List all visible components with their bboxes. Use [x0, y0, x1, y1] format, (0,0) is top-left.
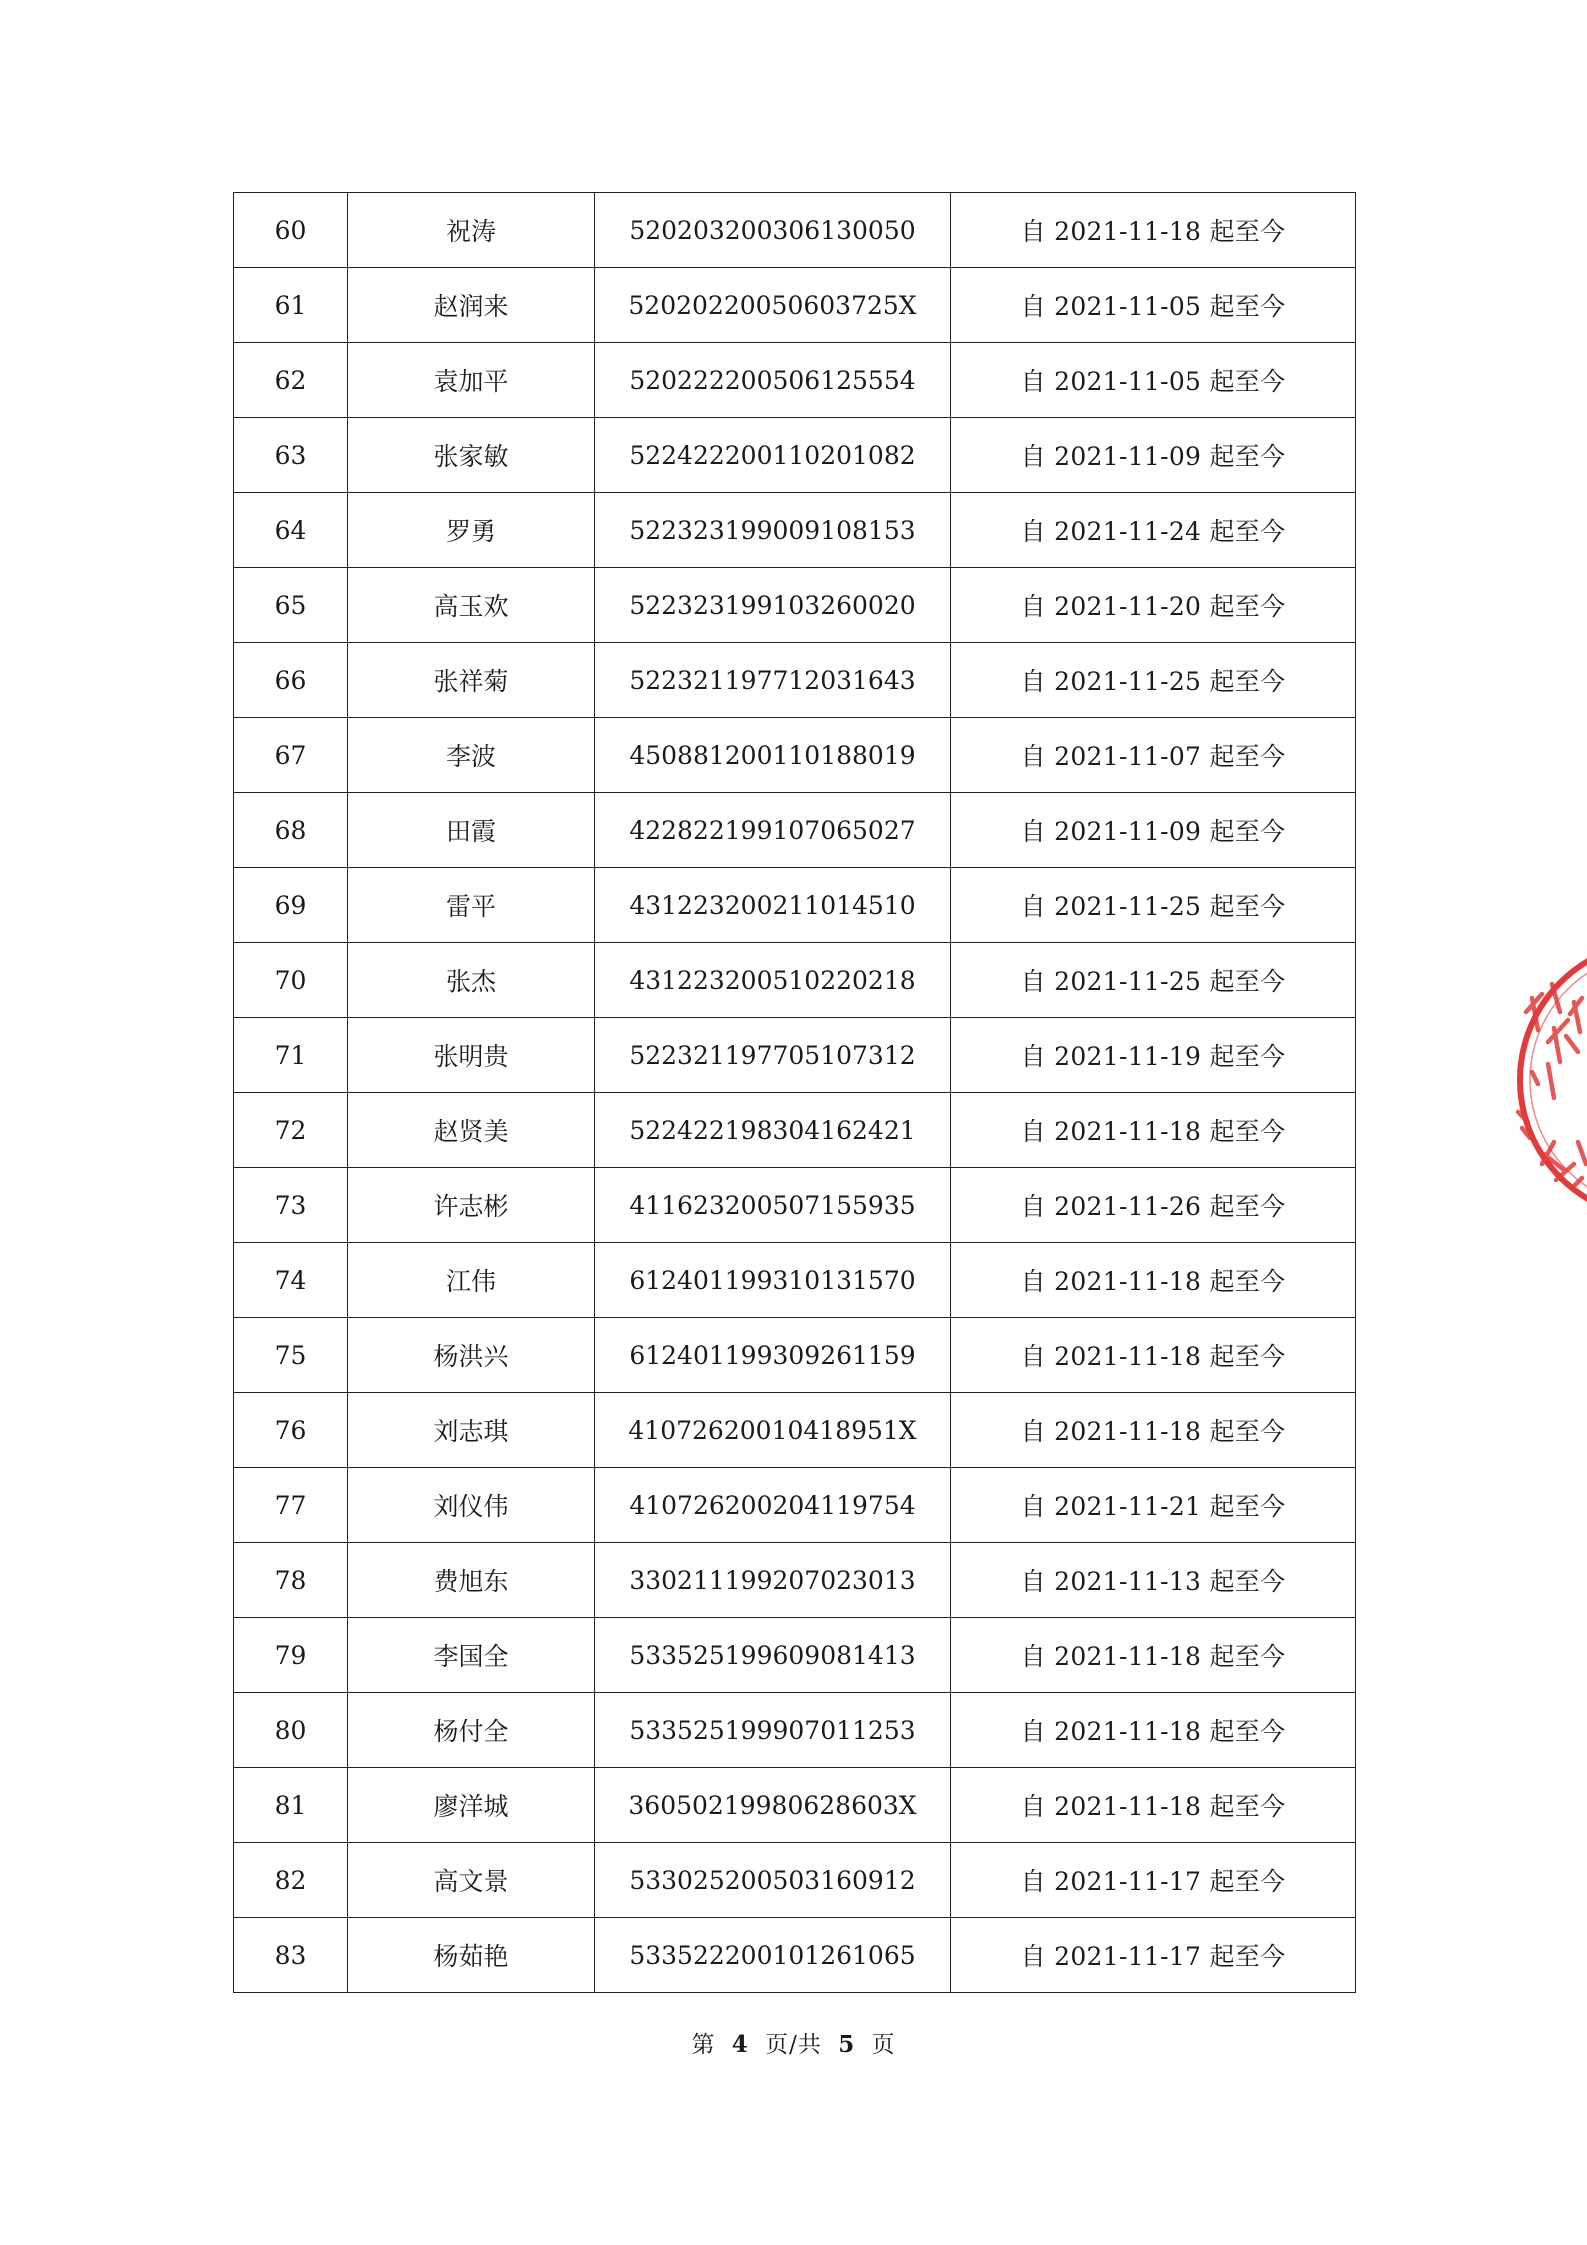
id-number-cell: 533025200503160912 [595, 1843, 951, 1918]
employment-period-cell: 自 2021-11-18 起至今 [951, 1243, 1356, 1318]
employment-period-cell: 自 2021-11-18 起至今 [951, 1093, 1356, 1168]
table-row [234, 1393, 1356, 1468]
employment-period-cell: 自 2021-11-18 起至今 [951, 1693, 1356, 1768]
footer-suffix: 页 [871, 2032, 896, 2058]
row-number-cell: 68 [234, 793, 348, 868]
id-number-cell: 522422198304162421 [595, 1093, 951, 1168]
employee-name-cell: 刘仪伟 [348, 1468, 595, 1543]
employment-period-cell: 自 2021-11-25 起至今 [951, 643, 1356, 718]
table-row [234, 1543, 1356, 1618]
table-row [234, 343, 1356, 418]
row-number-cell: 66 [234, 643, 348, 718]
table-row [234, 793, 1356, 868]
table-row [234, 1318, 1356, 1393]
employee-name-cell: 高文景 [348, 1843, 595, 1918]
row-number-cell: 80 [234, 1693, 348, 1768]
table-row [234, 1768, 1356, 1843]
employment-period-cell: 自 2021-11-25 起至今 [951, 943, 1356, 1018]
row-number-cell: 82 [234, 1843, 348, 1918]
id-number-cell: 522321197705107312 [595, 1018, 951, 1093]
id-number-cell: 41072620010418951X [595, 1393, 951, 1468]
id-number-cell: 52020220050603725X [595, 268, 951, 343]
id-number-cell: 522321197712031643 [595, 643, 951, 718]
employment-period-cell: 自 2021-11-21 起至今 [951, 1468, 1356, 1543]
employee-name-cell: 高玉欢 [348, 568, 595, 643]
table-row [234, 1618, 1356, 1693]
id-number-cell: 431223200510220218 [595, 943, 951, 1018]
table-row [234, 1243, 1356, 1318]
id-number-cell: 410726200204119754 [595, 1468, 951, 1543]
employee-name-cell: 费旭东 [348, 1543, 595, 1618]
row-number-cell: 75 [234, 1318, 348, 1393]
employee-name-cell: 赵贤美 [348, 1093, 595, 1168]
employee-name-cell: 赵润来 [348, 268, 595, 343]
employment-period-cell: 自 2021-11-05 起至今 [951, 343, 1356, 418]
row-number-cell: 81 [234, 1768, 348, 1843]
employment-period-cell: 自 2021-11-18 起至今 [951, 1318, 1356, 1393]
employment-period-cell: 自 2021-11-18 起至今 [951, 193, 1356, 268]
employee-name-cell: 李国全 [348, 1618, 595, 1693]
id-number-cell: 522323199103260020 [595, 568, 951, 643]
table-row [234, 1693, 1356, 1768]
employee-name-cell: 张祥菊 [348, 643, 595, 718]
table-row [234, 1918, 1356, 1993]
employment-period-cell: 自 2021-11-18 起至今 [951, 1618, 1356, 1693]
table-row [234, 718, 1356, 793]
employee-name-cell: 罗勇 [348, 493, 595, 568]
row-number-cell: 79 [234, 1618, 348, 1693]
footer-total-pages: 5 [838, 2031, 856, 2058]
table-row [234, 493, 1356, 568]
row-number-cell: 83 [234, 1918, 348, 1993]
employee-table-body [234, 193, 1356, 1993]
id-number-cell: 431223200211014510 [595, 868, 951, 943]
row-number-cell: 61 [234, 268, 348, 343]
row-number-cell: 69 [234, 868, 348, 943]
employment-period-cell: 自 2021-11-05 起至今 [951, 268, 1356, 343]
footer-current-page: 4 [731, 2031, 749, 2058]
row-number-cell: 77 [234, 1468, 348, 1543]
employee-name-cell: 李波 [348, 718, 595, 793]
table-row [234, 943, 1356, 1018]
table-row [234, 1168, 1356, 1243]
table-row [234, 418, 1356, 493]
id-number-cell: 612401199309261159 [595, 1318, 951, 1393]
employment-period-cell: 自 2021-11-07 起至今 [951, 718, 1356, 793]
footer-middle: 页/共 [765, 2032, 822, 2058]
id-number-cell: 522422200110201082 [595, 418, 951, 493]
employment-period-cell: 自 2021-11-25 起至今 [951, 868, 1356, 943]
employment-period-cell: 自 2021-11-17 起至今 [951, 1843, 1356, 1918]
row-number-cell: 70 [234, 943, 348, 1018]
employee-name-cell: 张杰 [348, 943, 595, 1018]
row-number-cell: 72 [234, 1093, 348, 1168]
table-row [234, 268, 1356, 343]
footer-prefix: 第 [691, 2032, 716, 2058]
employee-name-cell: 祝涛 [348, 193, 595, 268]
table-row [234, 193, 1356, 268]
id-number-cell: 533522200101261065 [595, 1918, 951, 1993]
id-number-cell: 522323199009108153 [595, 493, 951, 568]
row-number-cell: 67 [234, 718, 348, 793]
employment-period-cell: 自 2021-11-26 起至今 [951, 1168, 1356, 1243]
employee-name-cell: 田霞 [348, 793, 595, 868]
employment-period-cell: 自 2021-11-24 起至今 [951, 493, 1356, 568]
row-number-cell: 63 [234, 418, 348, 493]
row-number-cell: 71 [234, 1018, 348, 1093]
employment-period-cell: 自 2021-11-17 起至今 [951, 1918, 1356, 1993]
seal-graphic [1508, 902, 1587, 1262]
employment-period-cell: 自 2021-11-18 起至今 [951, 1393, 1356, 1468]
id-number-cell: 411623200507155935 [595, 1168, 951, 1243]
employee-name-cell: 袁加平 [348, 343, 595, 418]
employment-period-cell: 自 2021-11-20 起至今 [951, 568, 1356, 643]
id-number-cell: 330211199207023013 [595, 1543, 951, 1618]
employment-period-cell: 自 2021-11-19 起至今 [951, 1018, 1356, 1093]
employee-name-cell: 张明贵 [348, 1018, 595, 1093]
employee-name-cell: 张家敏 [348, 418, 595, 493]
employment-period-cell: 自 2021-11-18 起至今 [951, 1768, 1356, 1843]
employment-period-cell: 自 2021-11-09 起至今 [951, 793, 1356, 868]
table-row [234, 1843, 1356, 1918]
official-seal-stamp [1508, 902, 1587, 1262]
employee-name-cell: 刘志琪 [348, 1393, 595, 1468]
employment-period-cell: 自 2021-11-13 起至今 [951, 1543, 1356, 1618]
employee-name-cell: 杨付全 [348, 1693, 595, 1768]
employee-name-cell: 杨洪兴 [348, 1318, 595, 1393]
table-row [234, 1093, 1356, 1168]
employee-name-cell: 杨茹艳 [348, 1918, 595, 1993]
row-number-cell: 64 [234, 493, 348, 568]
page-footer [0, 2026, 1587, 2059]
id-number-cell: 422822199107065027 [595, 793, 951, 868]
employment-period-cell: 自 2021-11-09 起至今 [951, 418, 1356, 493]
row-number-cell: 78 [234, 1543, 348, 1618]
row-number-cell: 62 [234, 343, 348, 418]
id-number-cell: 450881200110188019 [595, 718, 951, 793]
employee-name-cell: 许志彬 [348, 1168, 595, 1243]
employee-name-cell: 雷平 [348, 868, 595, 943]
table-row [234, 568, 1356, 643]
employee-name-cell: 江伟 [348, 1243, 595, 1318]
employee-table [233, 192, 1356, 1993]
id-number-cell: 533525199609081413 [595, 1618, 951, 1693]
id-number-cell: 520203200306130050 [595, 193, 951, 268]
employee-name-cell: 廖洋城 [348, 1768, 595, 1843]
row-number-cell: 74 [234, 1243, 348, 1318]
row-number-cell: 76 [234, 1393, 348, 1468]
table-row [234, 643, 1356, 718]
id-number-cell: 533525199907011253 [595, 1693, 951, 1768]
row-number-cell: 65 [234, 568, 348, 643]
table-row [234, 1468, 1356, 1543]
table-row [234, 1018, 1356, 1093]
row-number-cell: 60 [234, 193, 348, 268]
table-row [234, 868, 1356, 943]
id-number-cell: 612401199310131570 [595, 1243, 951, 1318]
id-number-cell: 36050219980628603X [595, 1768, 951, 1843]
id-number-cell: 520222200506125554 [595, 343, 951, 418]
row-number-cell: 73 [234, 1168, 348, 1243]
